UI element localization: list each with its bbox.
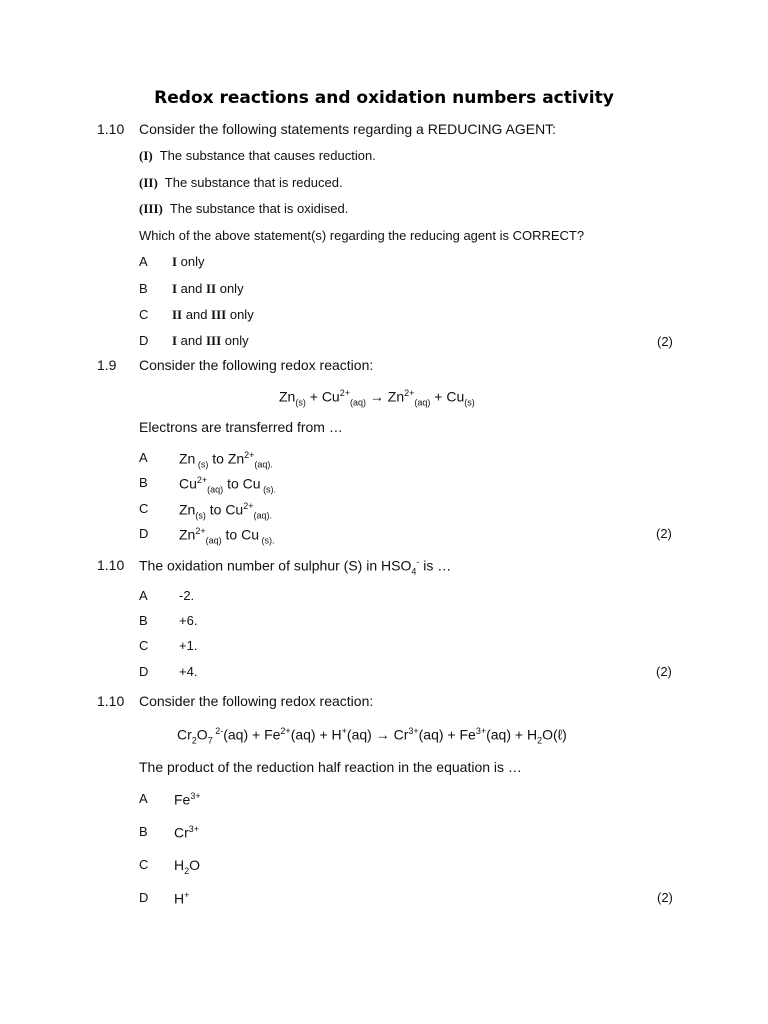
option-letter: A	[139, 450, 148, 465]
statement-text: The substance that is oxidised.	[169, 201, 349, 216]
option-b[interactable]: $Cu^{2+}_{(aq)}$ to Cu $_{(s).}$	[179, 475, 277, 495]
roman-numeral: III	[211, 307, 227, 322]
statement-2	[139, 175, 343, 191]
marks: (2)	[657, 334, 673, 349]
statement-text: The substance that is reduced.	[164, 175, 343, 190]
option-text: only	[226, 307, 254, 322]
roman-numeral: II	[205, 281, 217, 296]
reaction-equation: $Cr_2O_7$ $^{2-}(aq) + Fe^{2+}(aq) + H^+(aq) \to Cr^{3+}(aq) + Fe^{3+}(aq)$ + $H_2O(\ell)$	[177, 726, 567, 746]
option-letter: D	[139, 333, 149, 348]
option-letter: B	[139, 613, 148, 628]
option-text: and	[177, 281, 206, 296]
option-d[interactable]	[172, 333, 249, 349]
option-d[interactable]: $Zn^{2+}_{(aq)}$ to Cu $_{(s).}$	[179, 526, 275, 546]
option-letter: B	[139, 281, 148, 296]
statement-numeral: (II)	[139, 175, 158, 190]
statement-3	[139, 201, 348, 217]
option-c[interactable]: +1.	[179, 638, 198, 653]
roman-numeral: I	[172, 333, 178, 348]
option-b[interactable]: +6.	[179, 613, 198, 628]
question-number: 1.10	[97, 557, 125, 573]
question-number: 1.10	[97, 121, 125, 137]
option-text: only	[177, 254, 205, 269]
marks: (2)	[656, 664, 672, 679]
option-text: and	[177, 333, 206, 348]
question-stem: Consider the following redox reaction:	[139, 693, 374, 709]
question-number: 1.9	[97, 357, 117, 373]
option-letter: B	[139, 475, 148, 490]
option-letter: D	[139, 890, 149, 905]
option-b[interactable]: $Cr^{3+}$	[174, 824, 200, 841]
marks: (2)	[656, 526, 672, 541]
option-letter: A	[139, 588, 148, 603]
option-letter: C	[139, 307, 149, 322]
question-stem: Consider the following redox reaction:	[139, 357, 374, 373]
option-a[interactable]: Zn $_{(s)}$ to $Zn^{2+}_{(aq).}$	[179, 450, 273, 470]
option-b[interactable]	[172, 281, 244, 297]
option-letter: C	[139, 638, 149, 653]
option-letter: D	[139, 526, 149, 541]
option-letter: A	[139, 791, 148, 806]
option-a[interactable]	[172, 254, 205, 270]
question-stem: Consider the following statements regarding a REDUCING AGENT:	[139, 121, 557, 137]
option-a[interactable]: -2.	[179, 588, 195, 603]
option-d[interactable]: H+	[174, 890, 190, 907]
option-text: only	[221, 333, 249, 348]
option-a[interactable]: $Fe^{3+}$	[174, 791, 201, 808]
statement-text: The substance that causes reduction.	[159, 148, 376, 163]
option-c[interactable]: $H_2O$	[174, 857, 201, 876]
option-letter: D	[139, 664, 149, 679]
option-text: and	[182, 307, 212, 322]
roman-numeral: III	[205, 333, 222, 348]
question-prompt: Which of the above statement(s) regarding the reducing agent is CORRECT?	[139, 228, 585, 243]
statement-numeral: (III)	[139, 201, 163, 216]
question-number: 1.10	[97, 693, 125, 709]
reaction-equation: $Zn_{(s)} + Cu^{2+}_{(aq)} \to Zn^{2+}_{(aq)} + Cu_{(s)}$	[279, 388, 475, 408]
page-title: Redox reactions and oxidation numbers activity	[154, 88, 614, 108]
question-prompt: The product of the reduction half reaction in the equation is …	[139, 759, 522, 775]
option-c[interactable]: $Zn_{(s)}$ to $Cu^{2+}_{(aq).}$	[179, 501, 272, 521]
option-letter: C	[139, 857, 149, 872]
statement-1	[139, 148, 376, 164]
option-c[interactable]	[172, 307, 254, 323]
option-letter: C	[139, 501, 149, 516]
question-prompt: Electrons are transferred from …	[139, 419, 343, 435]
option-d[interactable]: +4.	[179, 664, 198, 679]
option-letter: B	[139, 824, 148, 839]
option-text: only	[216, 281, 244, 296]
marks: (2)	[657, 890, 673, 905]
statement-numeral: (I)	[139, 148, 153, 163]
option-letter: A	[139, 254, 148, 269]
roman-numeral: I	[172, 281, 178, 296]
roman-numeral: II	[172, 307, 183, 322]
roman-numeral: I	[172, 254, 178, 269]
question-stem: The oxidation number of sulphur (S) in $HSO_4^-$ is …	[139, 557, 452, 577]
